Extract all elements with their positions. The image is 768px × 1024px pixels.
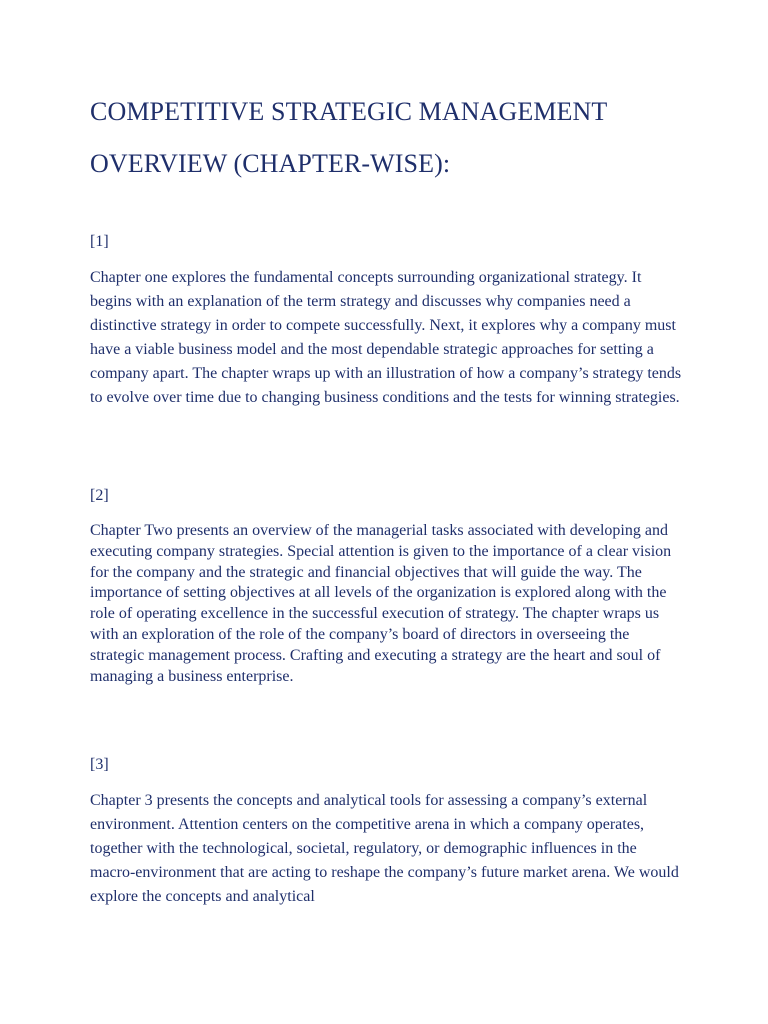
section-paragraph-2: Chapter Two presents an overview of the managerial tasks associated with developing and executing company strategies. Special attention is given to the importance of a clear vision for the company and the strategic and financial objectives that will guide the way. The importance of setting objectives at all levels of the organization is explored along with the role of operating excellence in the successful execution of strategy. The chapter wraps us with an exploration of the role of the company’s board of directors in overseeing the strategic management process. Crafting and executing a strategy are the heart and soul of managing a business enterprise.: [90, 522, 672, 685]
section-marker-3: [3]: [90, 756, 109, 773]
document-title: COMPETITIVE STRATEGIC MANAGEMENT OVERVIEW (CHAPTER-WISE):: [90, 97, 607, 178]
section-marker-1: [1]: [90, 233, 109, 250]
section-marker-2: [2]: [90, 487, 109, 504]
section-paragraph-3: Chapter 3 presents the concepts and analytical tools for assessing a company’s external environment. Attention centers on the competitive arena in which a company operates, together with the technological, societal, regulatory, or demographic influences in the macro-environment that are acting to reshape the company’s future market arena. We would explore the concepts and analytical: [90, 792, 679, 905]
section-paragraph-1: Chapter one explores the fundamental concepts surrounding organizational strategy. It begins with an explanation of the term strategy and discusses why companies need a distinctive strategy in order to compete successfully. Next, it explores why a company must have a viable business model and the most dependable strategic approaches for setting a company apart. The chapter wraps up with an illustration of how a company’s strategy tends to evolve over time due to changing business conditions and the tests for winning strategies.: [90, 269, 682, 406]
